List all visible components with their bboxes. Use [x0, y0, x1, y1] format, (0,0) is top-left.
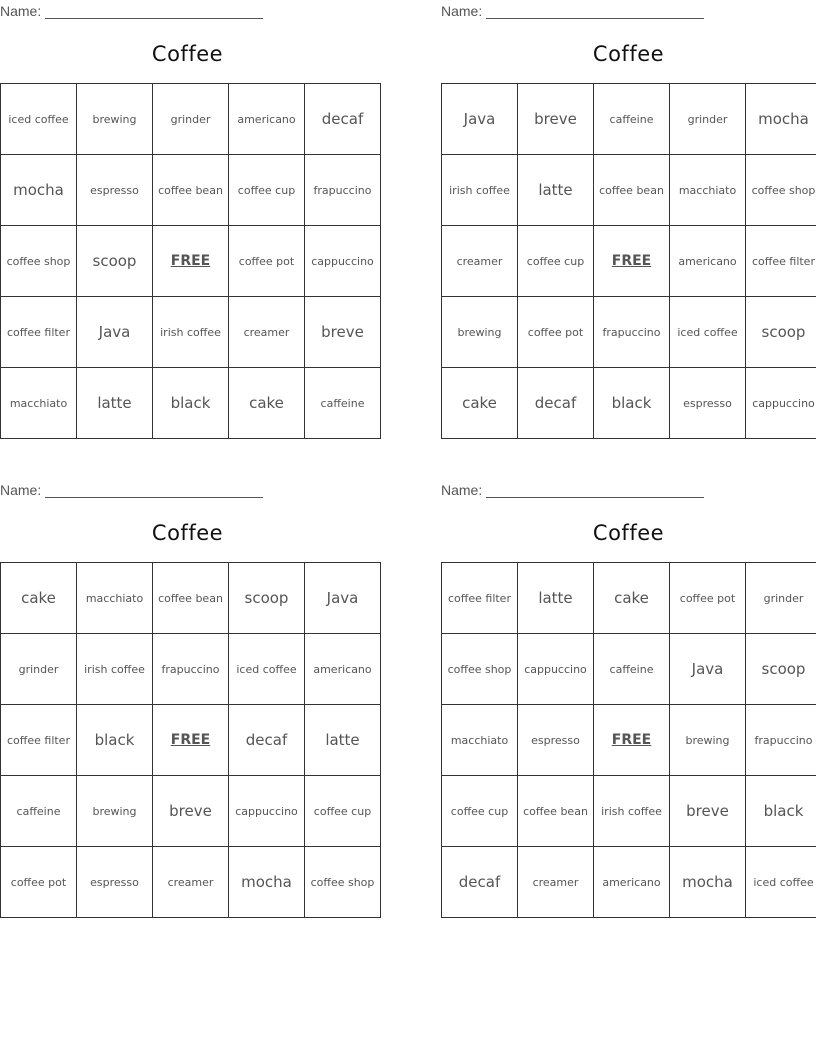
name-line — [441, 482, 704, 498]
bingo-cell: scoop — [229, 563, 305, 634]
bingo-cell: coffee shop — [746, 155, 816, 226]
bingo-cell: cake — [1, 563, 77, 634]
bingo-cell: decaf — [518, 368, 594, 439]
bingo-cell: grinder — [670, 84, 746, 155]
bingo-cell: brewing — [670, 705, 746, 776]
bingo-cell: breve — [518, 84, 594, 155]
bingo-cell: latte — [518, 155, 594, 226]
bingo-cell: Java — [305, 563, 381, 634]
grid-row — [1, 563, 381, 634]
bingo-cell: decaf — [229, 705, 305, 776]
bingo-cell: iced coffee — [670, 297, 746, 368]
bingo-cell: latte — [305, 705, 381, 776]
bingo-cell: coffee filter — [442, 563, 518, 634]
bingo-cell: americano — [305, 634, 381, 705]
bingo-cell: macchiato — [77, 563, 153, 634]
bingo-cell: black — [746, 776, 816, 847]
grid-row — [1, 705, 381, 776]
bingo-cell: scoop — [746, 297, 816, 368]
name-underline — [486, 4, 704, 19]
grid-row — [1, 847, 381, 918]
name-line — [0, 3, 263, 19]
bingo-cell: grinder — [153, 84, 229, 155]
grid-row — [1, 634, 381, 705]
grid-row — [442, 634, 816, 705]
grid-row — [442, 705, 816, 776]
bingo-cell: frapuccino — [305, 155, 381, 226]
bingo-cell: espresso — [77, 155, 153, 226]
bingo-cell: black — [594, 368, 670, 439]
bingo-cell: latte — [518, 563, 594, 634]
bingo-cell: coffee cup — [229, 155, 305, 226]
free-space-cell: FREE — [594, 705, 670, 776]
bingo-cell: latte — [77, 368, 153, 439]
bingo-cell: mocha — [746, 84, 816, 155]
card-title: Coffee — [592, 521, 665, 545]
bingo-cell: creamer — [518, 847, 594, 918]
bingo-cell: cappuccino — [229, 776, 305, 847]
bingo-grid — [0, 83, 381, 439]
bingo-cell: irish coffee — [594, 776, 670, 847]
bingo-cell: iced coffee — [1, 84, 77, 155]
name-underline — [45, 483, 263, 498]
bingo-cell: creamer — [229, 297, 305, 368]
grid-row — [1, 84, 381, 155]
card-title: Coffee — [592, 42, 665, 66]
name-line — [441, 3, 704, 19]
name-underline — [486, 483, 704, 498]
bingo-cell: coffee shop — [442, 634, 518, 705]
name-label: Name: — [441, 482, 483, 498]
card-title: Coffee — [151, 521, 224, 545]
bingo-cell: macchiato — [1, 368, 77, 439]
bingo-cell: americano — [670, 226, 746, 297]
free-space-cell: FREE — [153, 705, 229, 776]
bingo-cell: iced coffee — [746, 847, 816, 918]
bingo-cell: americano — [594, 847, 670, 918]
bingo-cell: brewing — [77, 84, 153, 155]
card-title: Coffee — [151, 42, 224, 66]
name-line — [0, 482, 263, 498]
grid-row — [442, 155, 816, 226]
bingo-cell: brewing — [77, 776, 153, 847]
free-space-cell: FREE — [594, 226, 670, 297]
bingo-cell: creamer — [442, 226, 518, 297]
bingo-grid — [441, 83, 816, 439]
grid-row — [442, 368, 816, 439]
grid-row — [442, 563, 816, 634]
bingo-cell: coffee filter — [746, 226, 816, 297]
grid-row — [442, 84, 816, 155]
bingo-cell: caffeine — [1, 776, 77, 847]
bingo-cell: coffee bean — [518, 776, 594, 847]
bingo-cell: caffeine — [594, 634, 670, 705]
bingo-cell: Java — [442, 84, 518, 155]
bingo-cell: caffeine — [305, 368, 381, 439]
bingo-cell: coffee cup — [518, 226, 594, 297]
bingo-cell: cappuccino — [305, 226, 381, 297]
name-label: Name: — [0, 3, 42, 19]
grid-row — [442, 297, 816, 368]
bingo-cell: macchiato — [670, 155, 746, 226]
bingo-cell: coffee cup — [442, 776, 518, 847]
bingo-cell: macchiato — [442, 705, 518, 776]
grid-row — [1, 226, 381, 297]
name-label: Name: — [0, 482, 42, 498]
name-underline — [45, 4, 263, 19]
bingo-cell: coffee bean — [153, 155, 229, 226]
bingo-cell: espresso — [670, 368, 746, 439]
bingo-cell: breve — [305, 297, 381, 368]
grid-row — [1, 155, 381, 226]
bingo-cell: frapuccino — [153, 634, 229, 705]
bingo-cell: cake — [594, 563, 670, 634]
bingo-cell: mocha — [229, 847, 305, 918]
bingo-cell: coffee filter — [1, 297, 77, 368]
bingo-cell: grinder — [746, 563, 816, 634]
bingo-cell: decaf — [305, 84, 381, 155]
bingo-cell: brewing — [442, 297, 518, 368]
bingo-cell: coffee pot — [1, 847, 77, 918]
bingo-cell: irish coffee — [77, 634, 153, 705]
bingo-cell: breve — [153, 776, 229, 847]
bingo-cell: espresso — [518, 705, 594, 776]
bingo-cell: irish coffee — [442, 155, 518, 226]
bingo-cell: caffeine — [594, 84, 670, 155]
bingo-cell: iced coffee — [229, 634, 305, 705]
bingo-cell: Java — [77, 297, 153, 368]
grid-row — [1, 776, 381, 847]
bingo-cell: cappuccino — [746, 368, 816, 439]
free-space-cell: FREE — [153, 226, 229, 297]
bingo-cell: coffee pot — [670, 563, 746, 634]
grid-row — [442, 226, 816, 297]
bingo-cell: grinder — [1, 634, 77, 705]
bingo-cell: frapuccino — [594, 297, 670, 368]
bingo-grid — [0, 562, 381, 918]
bingo-cell: mocha — [670, 847, 746, 918]
bingo-cell: cake — [442, 368, 518, 439]
bingo-cell: coffee shop — [1, 226, 77, 297]
bingo-cell: cake — [229, 368, 305, 439]
bingo-grid — [441, 562, 816, 918]
name-label: Name: — [441, 3, 483, 19]
bingo-cell: coffee pot — [229, 226, 305, 297]
bingo-cell: coffee pot — [518, 297, 594, 368]
bingo-cell: coffee bean — [594, 155, 670, 226]
bingo-cell: frapuccino — [746, 705, 816, 776]
grid-row — [442, 847, 816, 918]
bingo-cell: scoop — [746, 634, 816, 705]
grid-row — [1, 297, 381, 368]
bingo-cell: creamer — [153, 847, 229, 918]
bingo-cell: coffee bean — [153, 563, 229, 634]
bingo-cell: scoop — [77, 226, 153, 297]
bingo-cell: black — [153, 368, 229, 439]
bingo-cell: irish coffee — [153, 297, 229, 368]
bingo-cell: Java — [670, 634, 746, 705]
bingo-cell: espresso — [77, 847, 153, 918]
bingo-cell: mocha — [1, 155, 77, 226]
bingo-cell: decaf — [442, 847, 518, 918]
bingo-cell: cappuccino — [518, 634, 594, 705]
grid-row — [442, 776, 816, 847]
bingo-cell: coffee shop — [305, 847, 381, 918]
grid-row — [1, 368, 381, 439]
bingo-cell: americano — [229, 84, 305, 155]
bingo-cell: coffee cup — [305, 776, 381, 847]
bingo-cell: black — [77, 705, 153, 776]
bingo-cell: coffee filter — [1, 705, 77, 776]
bingo-cell: breve — [670, 776, 746, 847]
